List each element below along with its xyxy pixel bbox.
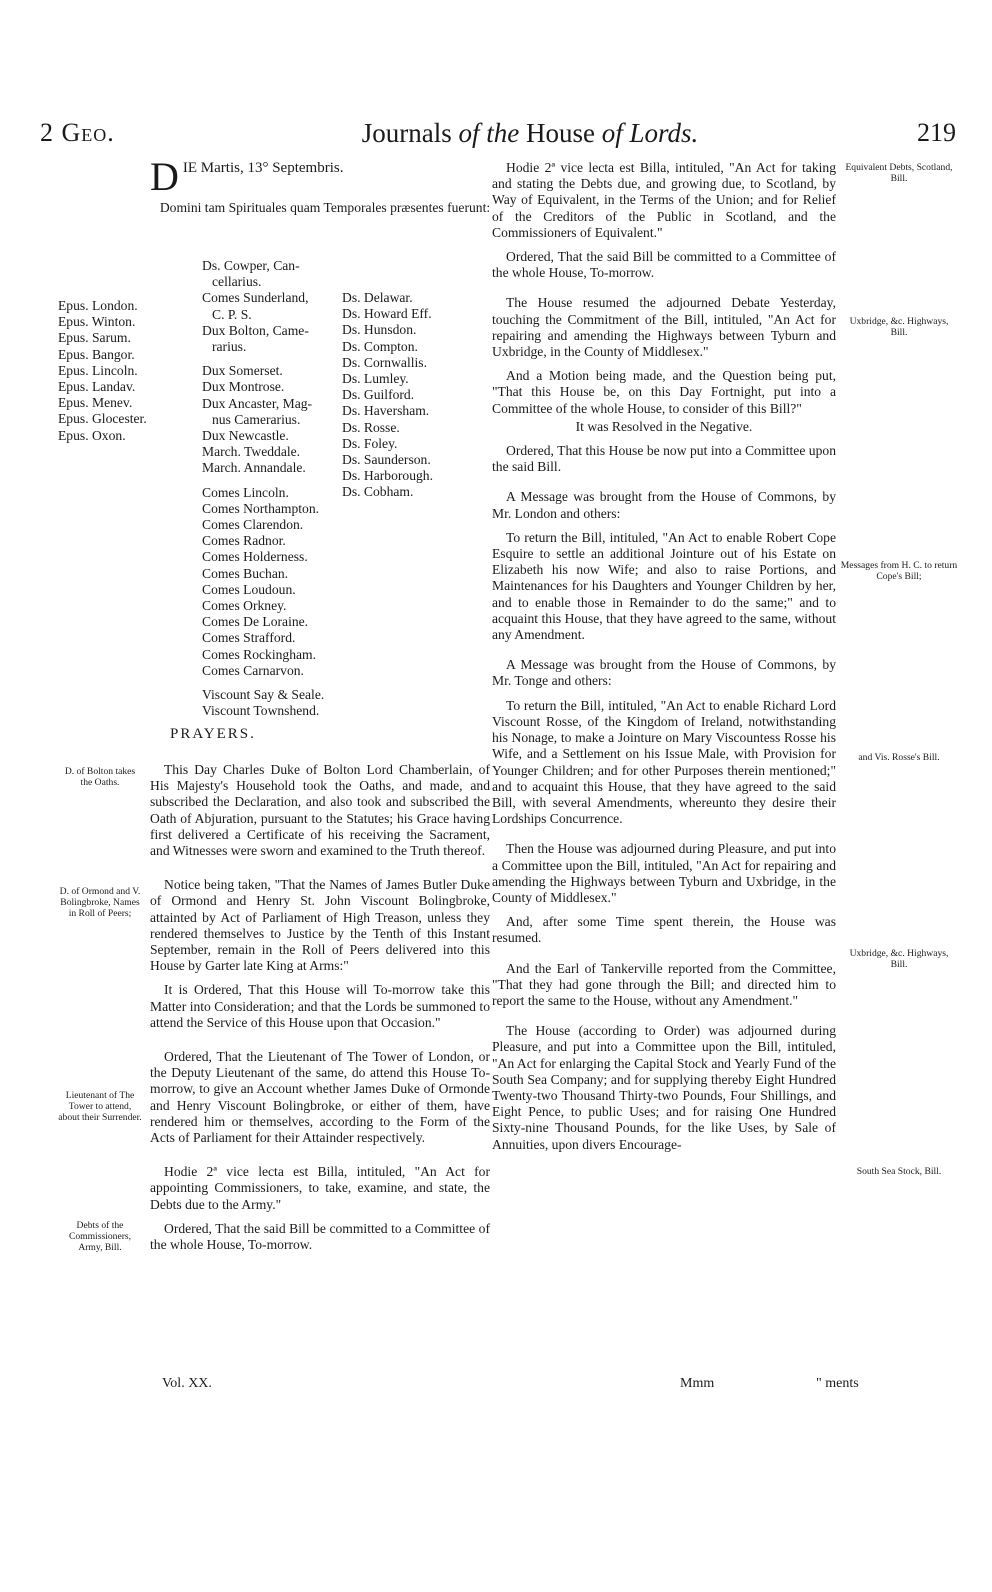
lord-entry: Ds. Guilford.: [342, 387, 415, 403]
dateline: [150, 154, 500, 199]
lord-entry: nus Camerarius.: [212, 411, 301, 427]
lord-entry: Epus. Bangor.: [58, 346, 135, 362]
marginal-note: South Sea Stock, Bill.: [856, 1166, 942, 1177]
running-header: [0, 118, 992, 154]
lord-entry: Epus. Glocester.: [58, 411, 147, 427]
lord-entry: C. P. S.: [212, 306, 252, 322]
lord-entry: Viscount Say & Seale.: [202, 687, 325, 703]
lord-entry: Comes De Loraine.: [202, 614, 309, 630]
lord-entry: Ds. Rosse.: [342, 419, 400, 435]
paragraph: And the Earl of Tankerville reported from the Committee, "That they had gone through the Bill; and directed him to report the same to the House, without any Amendment.": [492, 960, 836, 1008]
title-part-house: House: [525, 118, 595, 148]
lord-entry: Viscount Townshend.: [202, 703, 320, 719]
regnal-year: 2 Geo.: [40, 118, 115, 147]
journal-title: [320, 118, 740, 149]
bishops-column: [58, 298, 188, 444]
lord-entry: March. Tweddale.: [202, 444, 301, 460]
lord-entry: Dux Ancaster, Mag-: [202, 395, 313, 411]
catchword: " ments: [816, 1376, 859, 1391]
lord-entry: Ds. Cowper, Can-: [202, 258, 300, 273]
lord-entry: Epus. Landav.: [58, 379, 136, 395]
lord-entry: cellarius.: [212, 274, 262, 290]
paragraph: To return the Bill, intituled, "An Act to enable Richard Lord Viscount Rosse, of the Kingdom of Ireland, notwithstanding his Nonage, to make a Jointure on Mary Viscountess Rosse his Wife, and a Settlement on his Issue Male, with Provision for Younger Children; and for other Purposes therein mentioned;" and to acquaint this House, that they have agreed to the said Bill, with several Amendments, whereunto they desire their Lordships Concurrence.: [492, 697, 836, 827]
lord-entry: Ds. Haversham.: [342, 403, 430, 419]
lord-entry: Comes Orkney.: [202, 598, 287, 614]
paragraph: Notice being taken, "That the Names of James Butler Duke of Ormond and Henry St. John Viscount Bolingbroke, attainted by Act of Parliament of High Treason, unless they rendered themselves to Justice by the Tenth of this Instant September, remain in the Roll of Peers delivered into this House by Garter late King at Arms:": [150, 877, 490, 974]
lord-entry: Ds. Hunsdon.: [342, 322, 417, 338]
marginal-note: Messages from H. C. to return Cope's Bill;: [840, 560, 958, 582]
lord-entry: Ds. Harborough.: [342, 468, 433, 484]
barons-column: [342, 290, 502, 501]
lord-entry: Epus. Menev.: [58, 395, 133, 411]
marginal-note: D. of Bolton takes the Oaths.: [64, 766, 136, 788]
signature-mark: Mmm: [680, 1376, 715, 1391]
right-body-column: [492, 160, 836, 1161]
volume-number: Vol. XX.: [162, 1376, 212, 1391]
title-part-of-the: of the: [458, 118, 520, 148]
lord-entry: Comes Radnor.: [202, 533, 286, 549]
lord-entry: Ds. Cornwallis.: [342, 354, 427, 370]
paragraph: And, after some Time spent therein, the House was resumed.: [492, 914, 836, 946]
lord-entry: rarius.: [212, 339, 247, 355]
marginal-note: and Vis. Rosse's Bill.: [858, 752, 940, 763]
lord-entry: Comes Lincoln.: [202, 484, 289, 500]
lord-entry: Ds. Howard Eff.: [342, 306, 432, 322]
page-number: 219: [917, 118, 956, 147]
paragraph: Ordered, That the said Bill be committed to a Committee of the whole House, To-morrow.: [492, 249, 836, 281]
lord-entry: Epus. London.: [58, 298, 138, 313]
lord-entry: Comes Northampton.: [202, 500, 320, 516]
title-part-journals: Journals: [361, 118, 452, 148]
left-body-column: [150, 762, 490, 1261]
lord-entry: Dux Somerset.: [202, 363, 283, 379]
paragraph: Hodie 2ª vice lecta est Billa, intituled, "An Act for taking and stating the Debts due, and growing due, to Scotland, by Way of Equivalent, in the Terms of the Union; and for Relief of the Creditors of the Public in Scotland, and the Commissioners of Equivalent.": [492, 160, 836, 240]
lord-entry: Epus. Oxon.: [58, 427, 126, 443]
paragraph: Hodie 2ª vice lecta est Billa, intituled, "An Act for appointing Commissioners, to take, examine, and state, the Debts due to the Army.": [150, 1164, 490, 1212]
lord-entry: Ds. Lumley.: [342, 371, 409, 387]
lord-entry: Dux Bolton, Came-: [202, 322, 309, 338]
paragraph: And a Motion being made, and the Question being put, "That this House be, on this Day Fortnight, put into a Committee of the whole House, to consider of this Bill?": [492, 368, 836, 416]
lord-entry: March. Annandale.: [202, 460, 306, 476]
lord-entry: Comes Buchan.: [202, 565, 289, 581]
lord-entry: Comes Strafford.: [202, 630, 296, 646]
lord-entry: Dux Montrose.: [202, 379, 285, 395]
peers-column: [202, 258, 342, 719]
paragraph: Then the House was adjourned during Pleasure, and put into a Committee upon the Bill, intituled, "An Act for repairing and amending the Highways between Tyburn and Uxbridge, in the County of Middlesex.": [492, 841, 836, 905]
paragraph: A Message was brought from the House of Commons, by Mr. London and others:: [492, 489, 836, 521]
paragraph: This Day Charles Duke of Bolton Lord Chamberlain, of His Majesty's Household took the Oaths, and made, and subscribed the Declaration, and also took and subscribed the Oath of Abjuration, pursuant to the Statutes; his Grace having first delivered a Certificate of his receiving the Sacrament, and Witnesses were sworn and examined to the Truth thereof.: [150, 762, 490, 859]
paragraph: Ordered, That the Lieutenant of The Tower of London, or the Deputy Lieutenant of the same, do attend this House To-morrow, to give an Account whether James Duke of Ormonde and Henry Viscount Bolingbroke, or either of them, have rendered him or themselves, according to the Form of the Acts of Parliament for their Attainder respectively.: [150, 1049, 490, 1146]
lord-entry: Epus. Sarum.: [58, 330, 131, 346]
lord-entry: Comes Sunderland,: [202, 290, 309, 306]
paragraph: Ordered, That the said Bill be committed to a Committee of the whole House, To-morrow.: [150, 1220, 490, 1253]
lords-present-heading: Domini tam Spirituales quam Temporales præsentes fuerunt:: [159, 200, 491, 215]
paragraph: The House (according to Order) was adjourned during Pleasure, and put into a Committee upon the Bill, intituled, "An Act for enlarging the Capital Stock and Yearly Fund of the South Sea Company; and for supplying thereby Eight Hundred Twenty-two Thousand Thirty-two Pounds, Four Shillings, and Eight Pence, to public Uses; and for raising One Hundred Sixty-nine Thousand Pounds, for the like Uses, by Sale of Annuities, upon divers Encourage-: [492, 1023, 836, 1152]
lord-entry: Ds. Cobham.: [342, 484, 414, 500]
lord-entry: Ds. Saunderson.: [342, 452, 431, 468]
marginal-note: Uxbridge, &c. Highways, Bill.: [849, 316, 949, 338]
lord-entry: Ds. Foley.: [342, 435, 398, 451]
marginal-note: D. of Ormond and V. Bolingbroke, Names in Roll of Peers;: [59, 886, 141, 919]
marginal-note: Lieutenant of The Tower to attend, about their Surrender.: [58, 1090, 142, 1123]
lord-entry: Comes Rockingham.: [202, 646, 317, 662]
paragraph: To return the Bill, intituled, "An Act to enable Robert Cope Esquire to settle an additional Jointure out of his Estate on Elizabeth his now Wife; and also to raise Portions, and Maintenances for his Daughters and Younger Children by her, and to enable those in Remainder to do the same;" and to acquaint this House, that they have agreed to the same, without any Amendment.: [492, 529, 836, 643]
lord-entry: Comes Holderness.: [202, 549, 308, 565]
paragraph: It is Ordered, That this House will To-morrow take this Matter into Consideration; and that the Lords be summoned to attend the Service of this House upon that Occasion.": [150, 982, 490, 1030]
paragraph: A Message was brought from the House of Commons, by Mr. Tonge and others:: [492, 657, 836, 689]
lord-entry: Epus. Lincoln.: [58, 362, 138, 378]
paragraph: It was Resolved in the Negative.: [575, 418, 753, 434]
left-text-column: [150, 154, 500, 222]
lord-entry: Comes Clarendon.: [202, 517, 304, 533]
paragraph: Ordered, That this House be now put into a Committee upon the said Bill.: [492, 443, 836, 475]
marginal-note: Equivalent Debts, Scotland, Bill.: [845, 162, 953, 184]
lord-entry: Comes Carnarvon.: [202, 662, 304, 678]
lord-entry: Dux Newcastle.: [202, 428, 289, 444]
lord-entry: Ds. Compton.: [342, 338, 418, 354]
paragraph: The House resumed the adjourned Debate Yesterday, touching the Commitment of the Bill, intituled, "An Act for repairing and amending the Highways between Tyburn and Uxbridge, in the County of Middlesex.": [492, 295, 836, 360]
date-text: IE Martis, 13° Septembris.: [182, 160, 344, 176]
marginal-note: Debts of the Commissioners, Army, Bill.: [68, 1220, 132, 1253]
lord-entry: Ds. Delawar.: [342, 290, 413, 305]
drop-cap: D: [150, 154, 179, 199]
lord-entry: Epus. Winton.: [58, 314, 136, 330]
title-part-of-lords: of Lords.: [601, 118, 699, 148]
lord-entry: Comes Loudoun.: [202, 581, 296, 597]
marginal-note: Uxbridge, &c. Highways, Bill.: [849, 948, 949, 970]
prayers-heading: PRAYERS.: [170, 726, 256, 742]
